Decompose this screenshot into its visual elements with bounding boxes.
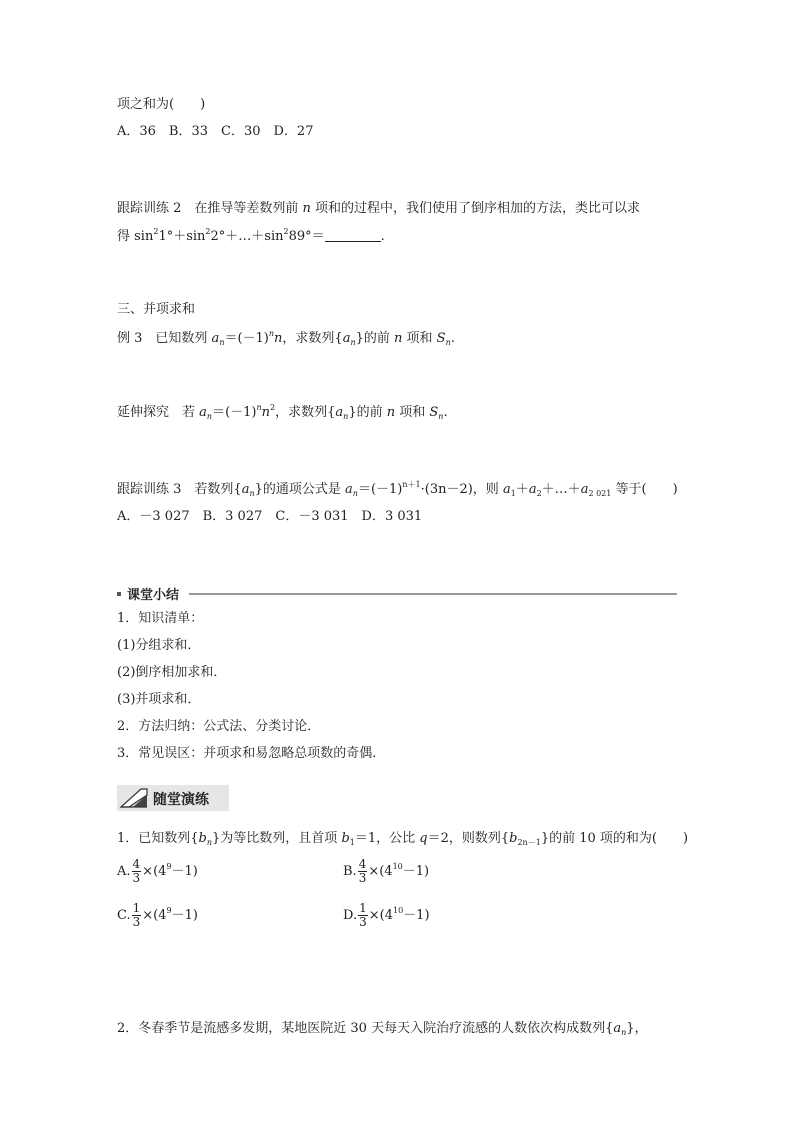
summary-header <box>117 586 677 602</box>
training3-label: 跟踪训练 3 <box>117 482 182 497</box>
extension-label: 延伸探究 <box>117 405 170 420</box>
option-b[interactable]: B. $\frac{4}{3}$ $\times(4^{10}-1)$ <box>343 857 430 885</box>
answer-blank <box>325 229 381 242</box>
prev-question-options: A．36 B．33 C．30 D．27 <box>117 124 314 139</box>
summary-item: 2．方法归纳：公式法、分类讨论． <box>117 719 321 734</box>
training3-options: A．－3 027 B．3 027 C．－3 031 D．3 031 <box>117 509 423 524</box>
training2-line2: 得 $\sin^21^\circ+\sin^22^\circ+\dots+\sin^289^\circ=$ . <box>117 227 385 244</box>
square-bullet-icon <box>117 592 121 596</box>
option-d[interactable]: D. $\frac{1}{3}$ $\times(4^{10}-1)$ <box>343 901 430 929</box>
option-a[interactable]: A. $\frac{4}{3}$ $\times(4^9-1)$ <box>117 857 198 885</box>
extension-question: 延伸探究 若 $a_n=(-1)^nn^2$，求数列$\{a_n\}$的前 n 项和 $S_n$. <box>117 403 448 421</box>
exercise-title: 随堂演练 <box>153 792 209 808</box>
summary-item: (3)并项求和． <box>117 692 201 707</box>
summary-item: 1．知识清单： <box>117 611 204 626</box>
training2-label: 跟踪训练 2 <box>117 201 182 216</box>
training3-stem: 跟踪训练 3 若数列$\{a_n\}$的通项公式是 $a_n=(-1)^{n+1}\cdot(3n-2)$，则 $a_1+a_2+\dots+a_{2 021}$ 等于( ) <box>117 480 678 498</box>
summary-item: 3．常见误区：并项求和易忽略总项数的奇偶． <box>117 746 386 761</box>
example3-label: 例 3 <box>117 331 143 346</box>
example3: 例 3 已知数列 $a_n=(-1)^nn$，求数列$\{a_n\}$的前 n 项和 $S_n$. <box>117 329 455 347</box>
summary-divider <box>189 593 677 595</box>
exercise-q2-stem: 2．冬春季节是流感多发期，某地医院近 30 天每天入院治疗流感的人数依次构成数列$\{a_n\}$， <box>117 1021 648 1037</box>
summary-item: (1)分组求和． <box>117 638 201 653</box>
prev-question-stem: 项之和为( ) <box>117 97 206 112</box>
section3-heading: 三、并项求和 <box>117 302 196 317</box>
exercise-q1-stem: 1．已知数列$\{b_n\}$为等比数列，且首项 $b_1=1$，公比 q＝2，则数列$\{b_{2n-1}\}$的前 10 项的和为( ) <box>117 831 689 847</box>
summary-item: (2)倒序相加求和． <box>117 665 227 680</box>
training2-line1: 跟踪训练 2 在推导等差数列前 n 项和的过程中，我们使用了倒序相加的方法，类比可以求 <box>117 201 641 216</box>
exercise-header <box>117 785 229 811</box>
summary-title: 课堂小结 <box>127 588 180 603</box>
option-c[interactable]: C. $\frac{1}{3}$ $\times(4^9-1)$ <box>117 901 198 929</box>
pencil-icon <box>119 787 149 809</box>
